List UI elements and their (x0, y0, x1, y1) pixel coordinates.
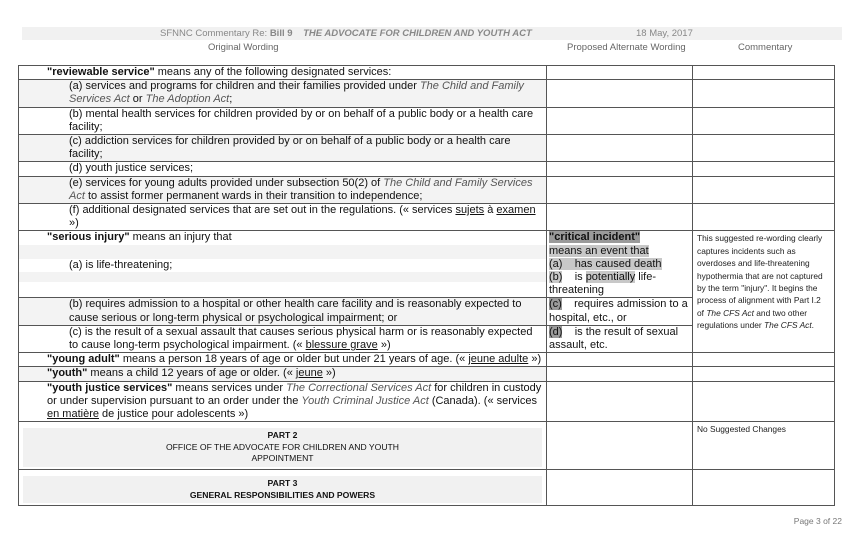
original-cell (19, 231, 547, 298)
col-head-proposed: Proposed Alternate Wording (567, 42, 686, 53)
definition-text: ») (322, 367, 336, 380)
proposed-cell (547, 298, 693, 325)
commentary-text: No Suggested Changes (697, 424, 786, 435)
table-row (19, 367, 835, 381)
clause-text: (d) youth justice services; (69, 162, 194, 175)
act-ref: The CFS Act (706, 307, 754, 318)
french-term: blessure grave (305, 339, 378, 352)
original-cell (19, 107, 547, 134)
proposed-cell (547, 325, 693, 352)
definition-text: means a child 12 years of age or older. (« (87, 367, 296, 380)
clause-text: ; (229, 93, 233, 106)
page-number: Page 3 of 22 (793, 516, 842, 526)
proposed-text: requires admission to a hospital, etc., or (549, 298, 688, 324)
original-cell (19, 80, 547, 107)
part-label: PART 2 (267, 430, 298, 441)
header-act-title: THE ADVOCATE FOR CHILDREN AND YOUTH ACT (303, 28, 532, 39)
commentary-cell (693, 422, 835, 470)
table-row (19, 135, 835, 162)
commentary-text: This suggested re-wording clearly captures incidents such as overdoses and life-threatening hypothermia that are not captured by the term "injury". It begins the process of alignment with Part I.2 of (697, 233, 823, 318)
proposed-cell (547, 381, 693, 422)
col-head-commentary: Commentary (738, 42, 793, 53)
proposed-text: is (574, 271, 586, 284)
part-label: PART 3 (267, 478, 298, 489)
clause-marker: (b) (549, 271, 563, 284)
commentary-cell (693, 470, 835, 506)
original-cell (19, 66, 547, 80)
proposed-cell (547, 66, 693, 80)
clause-text: (a) is life-threatening; (69, 258, 173, 271)
commentary-cell (693, 162, 835, 176)
act-ref: The Correctional Services Act (286, 381, 432, 394)
commentary-cell (693, 66, 835, 80)
act-ref: The Adoption Act (145, 93, 230, 106)
clause-marker: (a) (549, 257, 563, 270)
original-cell (19, 298, 547, 325)
proposed-cell (547, 367, 693, 381)
proposed-cell (547, 204, 693, 231)
definition-text: de justice pour adolescents ») (98, 408, 249, 421)
clause-text: ») (69, 217, 79, 230)
clause-text: (e) services for young adults provided under subsection 50(2) of (69, 176, 384, 189)
proposed-cell (547, 176, 693, 203)
table-row (19, 231, 835, 298)
clause-text: à (484, 204, 497, 217)
definition-text: means any of the following designated services: (154, 66, 392, 78)
french-term: jeune (295, 367, 323, 380)
act-ref: The Child and Family Services Act (69, 176, 533, 202)
original-cell (19, 381, 547, 422)
commentary-cell (693, 353, 835, 367)
part-heading (23, 428, 542, 467)
commentary-cell (693, 135, 835, 162)
term: "reviewable service" (47, 66, 155, 78)
definition-text: means services under (172, 381, 287, 394)
proposed-text: is the result of sexual assault, etc. (549, 325, 679, 352)
term: "youth" (47, 367, 88, 380)
definition-text: for children in custody or under supervision pursuant to an order under the (47, 381, 542, 407)
commentary-cell (693, 231, 835, 353)
part-heading (23, 476, 542, 503)
part-subtitle: APPOINTMENT (251, 453, 314, 464)
french-term: sujets (455, 204, 485, 217)
table-row (19, 80, 835, 107)
clause-text: to assist former permanent wards in their transition to independence; (84, 189, 423, 202)
table-row (19, 176, 835, 203)
commentary-cell (693, 204, 835, 231)
commentary-cell (693, 107, 835, 134)
clause-text: (a) services and programs for children and their families provided under (69, 80, 420, 93)
act-ref: Youth Criminal Justice Act (301, 394, 429, 407)
table-row (19, 381, 835, 422)
commentary-text: . (811, 320, 814, 331)
table-row (19, 422, 835, 470)
table-row (19, 66, 835, 80)
header-date: 18 May, 2017 (636, 28, 693, 39)
original-cell (19, 135, 547, 162)
original-cell (19, 325, 547, 352)
proposed-cell (547, 470, 693, 506)
commentary-cell (693, 381, 835, 422)
proposed-cell (547, 231, 693, 298)
clause-text: or (129, 93, 146, 106)
definition-text: means a person 18 years of age or older but under 21 years of age. (« (119, 353, 469, 366)
proposed-text: potentially (585, 271, 636, 284)
col-head-original: Original Wording (208, 42, 279, 53)
act-ref: The Child and Family Services Act (69, 80, 524, 106)
term: "serious injury" (47, 231, 130, 244)
french-term: examen (496, 204, 536, 217)
table-row (19, 204, 835, 231)
original-cell (19, 470, 547, 506)
clause-text: (b) mental health services for children provided by or on behalf of a public body or a health care facility; (69, 107, 534, 133)
original-cell (19, 353, 547, 367)
part-title: OFFICE OF THE ADVOCATE FOR CHILDREN AND YOUTH (165, 441, 399, 452)
clause-text: (b) requires admission to a hospital or other health care facility and is reasonably expected to cause serious or long-term physical or psychological impairment; or (69, 298, 522, 324)
clause-text: (c) addiction services for children provided by or on behalf of a public body or a health care facility; (69, 135, 511, 161)
original-cell (19, 176, 547, 203)
proposed-cell (547, 162, 693, 176)
commentary-table (18, 65, 835, 506)
part-title: GENERAL RESPONSIBILITIES AND POWERS (189, 489, 376, 500)
clause-text: ») (377, 339, 391, 352)
original-cell (19, 162, 547, 176)
table-row (19, 353, 835, 367)
proposed-cell (547, 135, 693, 162)
clause-text: (c) is the result of a sexual assault that causes serious physical harm or is reasonably expected to cause long-term psychological impairment. (« (69, 325, 533, 352)
definition-text: ») (528, 353, 542, 366)
definition-text: means an injury that (129, 231, 232, 244)
header-bill: Bill 9 (269, 28, 293, 39)
term: "young adult" (47, 353, 120, 366)
proposed-cell (547, 107, 693, 134)
commentary-cell (693, 80, 835, 107)
proposed-term: "critical incident" (549, 231, 641, 244)
commentary-cell (693, 176, 835, 203)
proposed-cell (547, 80, 693, 107)
proposed-text: means an event that (549, 244, 649, 257)
table-row (19, 162, 835, 176)
table-row (19, 470, 835, 506)
proposed-text: life-threatening (549, 271, 657, 297)
definition-text: (Canada). (« services (428, 394, 537, 407)
clause-text: (f) additional designated services that are set out in the regulations. (« services (69, 204, 456, 217)
act-ref: The CFS Act (764, 320, 812, 331)
table-row (19, 107, 835, 134)
original-cell (19, 367, 547, 381)
commentary-cell (693, 367, 835, 381)
clause-marker: (d) (549, 325, 563, 338)
proposed-cell (547, 422, 693, 470)
proposed-cell (547, 353, 693, 367)
original-cell (19, 422, 547, 470)
french-term: jeune adulte (468, 353, 529, 366)
original-cell (19, 204, 547, 231)
header-line (160, 28, 532, 39)
proposed-text: has caused death (574, 257, 662, 270)
term: "youth justice services" (47, 381, 173, 394)
header-prefix: SFNNC Commentary Re: (160, 28, 268, 39)
french-term: en matière (47, 408, 99, 421)
commentary-text: and two other regulations under (697, 307, 808, 331)
clause-marker: (c) (549, 298, 562, 311)
